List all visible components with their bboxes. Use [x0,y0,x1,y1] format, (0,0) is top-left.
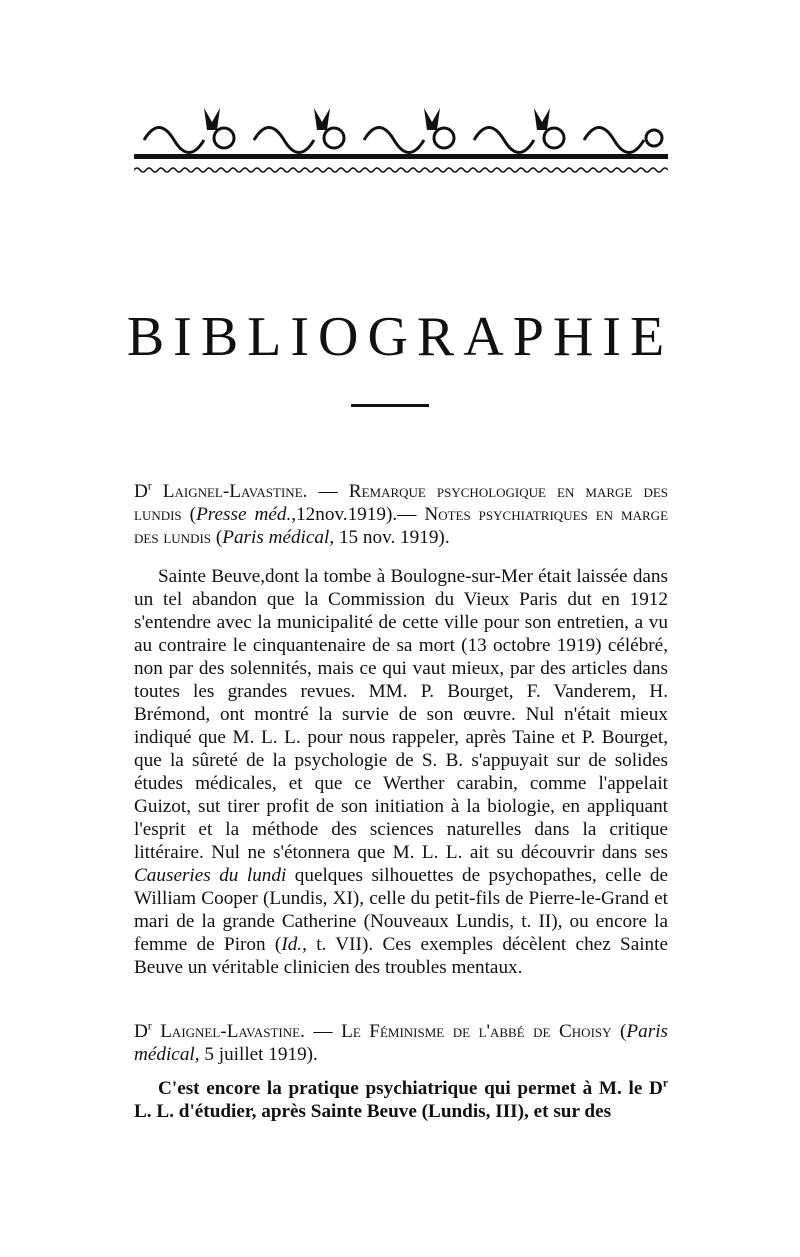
review-paragraph-1 [134,565,668,979]
entry1-dash2: — [397,504,425,525]
entry2-dr-sup: r [147,1020,152,1033]
entry1-src2-journal: Paris médical [222,527,330,548]
para1-italic1: Causeries du lundi [134,865,287,886]
para2-dr-sup: r [662,1077,668,1090]
para1-end: , t. VII). Ces exemples décèlent chez Sainte Beuve un véritable clinicien des troubles mentaux. [134,934,668,978]
ornamental-header-band [134,100,668,180]
entry1-dr-sup: r [147,480,152,493]
entry1-author: Laignel-Lavastine. [162,481,308,502]
entry1-src1-journal: Presse méd. [196,504,292,525]
entry1-work2: Notes psychiatriques en marge des lundis [134,504,669,548]
entry1-src2-date: , 15 nov. 1919). [329,527,450,548]
bibliography-entry-2 [134,1020,668,1066]
entry1-work1: Remarque psychologique en marge des lundis [134,481,669,525]
bibliography-entry-1 [134,480,668,549]
entry1-src2-open: ( [211,527,223,548]
page-title: BIBLIOGRAPHIE [126,306,674,368]
para1-italic2: Id. [281,934,303,955]
entry1-dr: D [134,481,148,502]
entry2-dr: D [134,1021,148,1042]
entry2-src-open: ( [611,1021,627,1042]
title-divider [351,404,429,407]
entry2-author: Laignel-Lavastine. [151,1021,305,1042]
para2-start: C'est encore la pratique psychiatrique qui permet à M. le [158,1078,650,1099]
para2-dr: D [649,1078,663,1099]
entry1-dash1: — [307,481,349,502]
entry2-src-journal: Paris médical [134,1021,669,1065]
entry2-dash: — [304,1021,342,1042]
entry2-work: Le Féminisme de l'abbé de Choisy [341,1021,612,1042]
entry1-src1-date: ,12nov.1919). [291,504,398,525]
entry1-src1-open: ( [181,504,197,525]
para2-end: L. L. d'étudier, après Sainte Beuve (Lundis, III), et sur des [134,1101,612,1122]
entry2-src-date: , 5 juillet 1919). [194,1044,318,1065]
para1-before-italic: Sainte Beuve,dont la tombe à Boulogne-sur-Mer était laissée dans un tel abandon que la Commission du Vieux Paris dut en 1912 s'entendre avec la municipalité de cette ville pour son entretien, a vu au contraire le cinquantenaire de sa mort (13 octobre 1919) célébré, non par des solennités, mais ce qui vaut mieux, par des articles dans toutes les grandes revues. MM. P. Bourget, F. Vanderem, H. Brémond, ont montré la survie de son œuvre. Nul n'était mieux indiqué que M. L. L. pour nous rappeler, après Taine et P. Bourget, que la sûreté de la psychologie de S. B. s'appuyait sur de solides études médicales, et que ce Werther carabin, comme l'appelait Guizot, sut tirer profit de son initiation à la biologie, en appliquant l'esprit et la méthode des sciences naturelles dans la critique littéraire. Nul ne s'étonnera que M. L. L. ait su découvrir dans ses [134,566,668,863]
review-paragraph-2 [134,1077,668,1123]
para1-middle: quelques silhouettes de psychopathes, celle de William Cooper (Lundis, XI), celle du petit-fils de Pierre-le-Grand et mari de la grande Catherine (Nouveaux Lundis, t. II), ou encore la femme de Piron ( [134,865,668,955]
